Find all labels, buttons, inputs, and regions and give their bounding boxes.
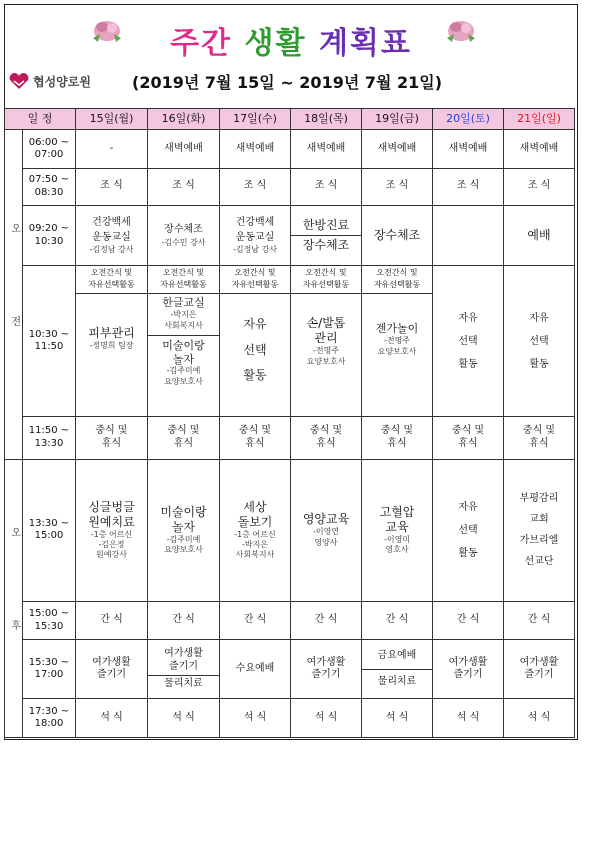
cell: 장수체조 — [362, 205, 433, 266]
cell: 예배 — [504, 205, 575, 266]
col-thu: 18일(목) — [291, 109, 362, 130]
cell: 싱글벙글 원예치료 -1층 어르신 -김은정 원예강사 — [76, 459, 148, 601]
cell: 조 식 — [291, 168, 362, 205]
cell: 조 식 — [76, 168, 148, 205]
cell: 여가생활 즐기기 물리치료 — [148, 640, 220, 699]
flower-icon — [444, 16, 478, 46]
band-pm: 오 후 — [5, 459, 23, 737]
table-row — [5, 205, 575, 266]
col-tue: 16일(화) — [148, 109, 220, 130]
time-cell: 09:20 ~ 10:30 — [23, 205, 76, 266]
cell: 여가생활 즐기기 — [291, 640, 362, 699]
time-cell: 13:30 ~ 15:00 — [23, 459, 76, 601]
cell: 조 식 — [148, 168, 220, 205]
table-row — [5, 416, 575, 459]
cell — [433, 205, 504, 266]
cell: 석 식 — [148, 699, 220, 738]
cell: 중식 및 휴식 — [504, 416, 575, 459]
cell: 자유 선택 활동 — [433, 266, 504, 416]
cell: 오전간식 및 자유선택활동 손/발톱 관리 -전명주 요양보호사 — [291, 266, 362, 416]
cell: 석 식 — [220, 699, 291, 738]
table-row — [5, 640, 575, 699]
cell: 석 식 — [433, 699, 504, 738]
cell: 간 식 — [433, 601, 504, 640]
time-cell: 10:30 ~ 11:50 — [23, 266, 76, 416]
time-cell: 11:50 ~ 13:30 — [23, 416, 76, 459]
cell: 금요예배 물리치료 — [362, 640, 433, 699]
cell: 오전간식 및 자유선택활동 자유 선택 활동 — [220, 266, 291, 416]
cell: 중식 및 휴식 — [76, 416, 148, 459]
cell: 세상 돌보기 -1층 어르신 -박지은 사회복지사 — [220, 459, 291, 601]
table-row — [5, 699, 575, 738]
cell: 석 식 — [362, 699, 433, 738]
cell: 여가생활 즐기기 — [433, 640, 504, 699]
table-row — [5, 601, 575, 640]
cell: 고혈압 교육 -이영미 영호사 — [362, 459, 433, 601]
cell: 여가생활 즐기기 — [76, 640, 148, 699]
cell: 중식 및 휴식 — [148, 416, 220, 459]
cell: 조 식 — [433, 168, 504, 205]
col-sat: 20일(토) — [433, 109, 504, 130]
col-schedule: 일 정 — [5, 109, 76, 130]
cell: 오전간식 및 자유선택활동 한글교실 -박지은 사회복지사 미술이랑 놀자 -김주미예 요양보호사 — [148, 266, 220, 416]
cell: 새벽예배 — [433, 130, 504, 169]
cell: 조 식 — [220, 168, 291, 205]
time-cell: 07:50 ~ 08:30 — [23, 168, 76, 205]
cell: 영양교육 -이영연 영양사 — [291, 459, 362, 601]
cell: 여가생활 즐기기 — [504, 640, 575, 699]
col-fri: 19일(금) — [362, 109, 433, 130]
col-wed: 17일(수) — [220, 109, 291, 130]
time-cell: 15:00 ~ 15:30 — [23, 601, 76, 640]
header — [4, 4, 578, 104]
header-row — [5, 109, 575, 130]
cell: 조 식 — [362, 168, 433, 205]
cell: 수요예배 — [220, 640, 291, 699]
band-am: 오 전 — [5, 130, 23, 459]
cell: 석 식 — [504, 699, 575, 738]
logo-heart-icon — [8, 72, 30, 90]
schedule-table — [4, 108, 575, 738]
cell: 새벽예배 — [504, 130, 575, 169]
col-sun: 21일(일) — [504, 109, 575, 130]
cell: 한방진료 장수체조 — [291, 205, 362, 266]
cell: 오전간식 및 자유선택활동 젠가놀이 -전명주 요양보호사 — [362, 266, 433, 416]
time-cell: 17:30 ~ 18:00 — [23, 699, 76, 738]
cell: 오전간식 및 자유선택활동 피부관리 -정명희 팀장 — [76, 266, 148, 416]
cell: 간 식 — [291, 601, 362, 640]
logo: 협성양로원 — [8, 72, 91, 90]
cell: 새벽예배 — [220, 130, 291, 169]
cell: - — [76, 130, 148, 169]
cell: 석 식 — [76, 699, 148, 738]
table-row — [5, 168, 575, 205]
table-row — [5, 266, 575, 416]
cell: 간 식 — [362, 601, 433, 640]
time-cell: 06:00 ~ 07:00 — [23, 130, 76, 169]
table-row — [5, 130, 575, 169]
cell: 새벽예배 — [148, 130, 220, 169]
cell: 건강백세 운동교실 -김정남 강사 — [220, 205, 291, 266]
table-row — [5, 459, 575, 601]
cell: 간 식 — [76, 601, 148, 640]
cell: 새벽예배 — [291, 130, 362, 169]
period-range: (2019년 7월 15일 ~ 2019년 7월 21일) — [132, 73, 443, 92]
col-mon: 15일(월) — [76, 109, 148, 130]
cell: 중식 및 휴식 — [362, 416, 433, 459]
time-cell: 15:30 ~ 17:00 — [23, 640, 76, 699]
cell: 간 식 — [504, 601, 575, 640]
page-title: 주간 생활 계획표 — [170, 26, 412, 61]
cell: 새벽예배 — [362, 130, 433, 169]
cell: 부평감리 교회 가브리엘 선교단 — [504, 459, 575, 601]
cell: 건강백세 운동교실 -김정남 강사 — [76, 205, 148, 266]
cell: 조 식 — [504, 168, 575, 205]
cell: 중식 및 휴식 — [220, 416, 291, 459]
cell: 자유 선택 활동 — [433, 459, 504, 601]
cell: 미술이랑 놀자 -김주미예 요양보호사 — [148, 459, 220, 601]
cell: 간 식 — [148, 601, 220, 640]
cell: 간 식 — [220, 601, 291, 640]
cell: 중식 및 휴식 — [433, 416, 504, 459]
cell: 중식 및 휴식 — [291, 416, 362, 459]
cell: 장수체조 -김수민 강사 — [148, 205, 220, 266]
cell: 석 식 — [291, 699, 362, 738]
cell: 자유 선택 활동 — [504, 266, 575, 416]
